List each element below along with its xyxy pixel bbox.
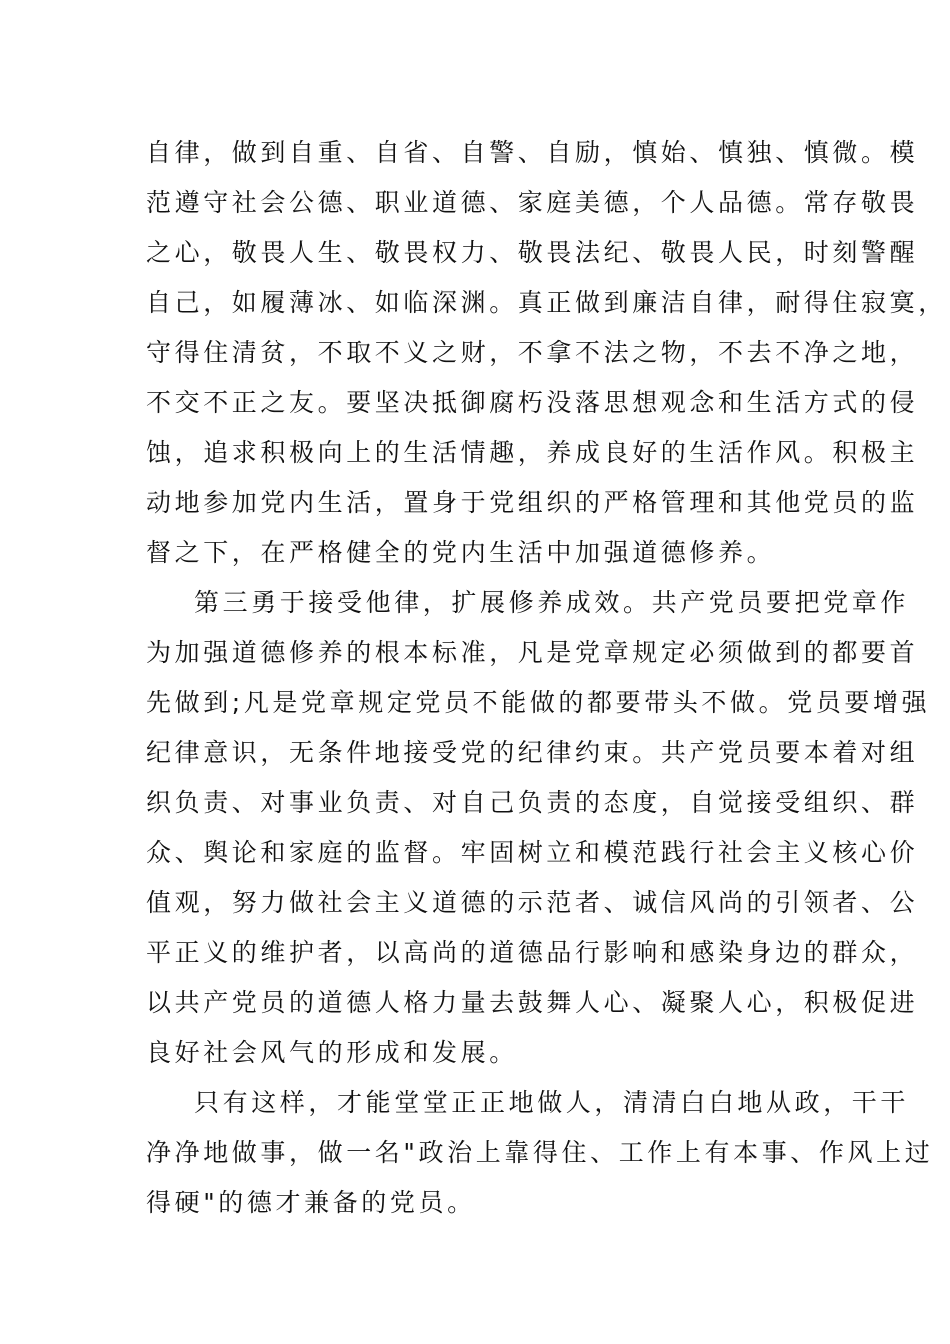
- text-line: 蚀，追求积极向上的生活情趣，养成良好的生活作风。积极主: [146, 438, 919, 467]
- body-text: [146, 128, 947, 1228]
- text-line: 之心，敬畏人生、敬畏权力、敬畏法纪、敬畏人民，时刻警醒: [146, 238, 919, 267]
- text-line: 纪律意识，无条件地接受党的纪律约束。共产党员要本着对组: [146, 738, 919, 767]
- text-line: 净净地做事，做一名"政治上靠得住、工作上有本事、作风上过: [146, 1138, 934, 1167]
- text-line: 为加强道德修养的根本标准，凡是党章规定必须做到的都要首: [146, 638, 919, 667]
- text-line: 自己，如履薄冰、如临深渊。真正做到廉洁自律，耐得住寂寞，: [146, 288, 947, 317]
- text-line: 守得住清贫，不取不义之财，不拿不法之物，不去不净之地，: [146, 338, 919, 367]
- text-line: 值观，努力做社会主义道德的示范者、诚信风尚的引领者、公: [146, 888, 919, 917]
- text-line: 众、舆论和家庭的监督。牢固树立和模范践行社会主义核心价: [146, 838, 919, 867]
- text-line: 以共产党员的道德人格力量去鼓舞人心、凝聚人心，积极促进: [146, 988, 919, 1017]
- text-line: 织负责、对事业负责、对自己负责的态度，自觉接受组织、群: [146, 788, 919, 817]
- text-line: 自律，做到自重、自省、自警、自励，慎始、慎独、慎微。模: [146, 138, 919, 167]
- text-line: 督之下，在严格健全的党内生活中加强道德修养。: [146, 538, 776, 567]
- text-line: 范遵守社会公德、职业道德、家庭美德，个人品德。常存敬畏: [146, 188, 919, 217]
- text-line: 动地参加党内生活，置身于党组织的严格管理和其他党员的监: [146, 488, 919, 517]
- text-line: 不交不正之友。要坚决抵御腐朽没落思想观念和生活方式的侵: [146, 388, 919, 417]
- text-line: 得硬"的德才兼备的党员。: [146, 1188, 476, 1217]
- paragraph-start-line: 只有这样，才能堂堂正正地做人，清清白白地从政，干干: [194, 1088, 910, 1117]
- text-line: 良好社会风气的形成和发展。: [146, 1038, 518, 1067]
- text-line: 先做到;凡是党章规定党员不能做的都要带头不做。党员要增强: [146, 688, 931, 717]
- text-line: 平正义的维护者，以高尚的道德品行影响和感染身边的群众，: [146, 938, 919, 967]
- paragraph-start-line: 第三勇于接受他律，扩展修养成效。共产党员要把党章作: [194, 588, 910, 617]
